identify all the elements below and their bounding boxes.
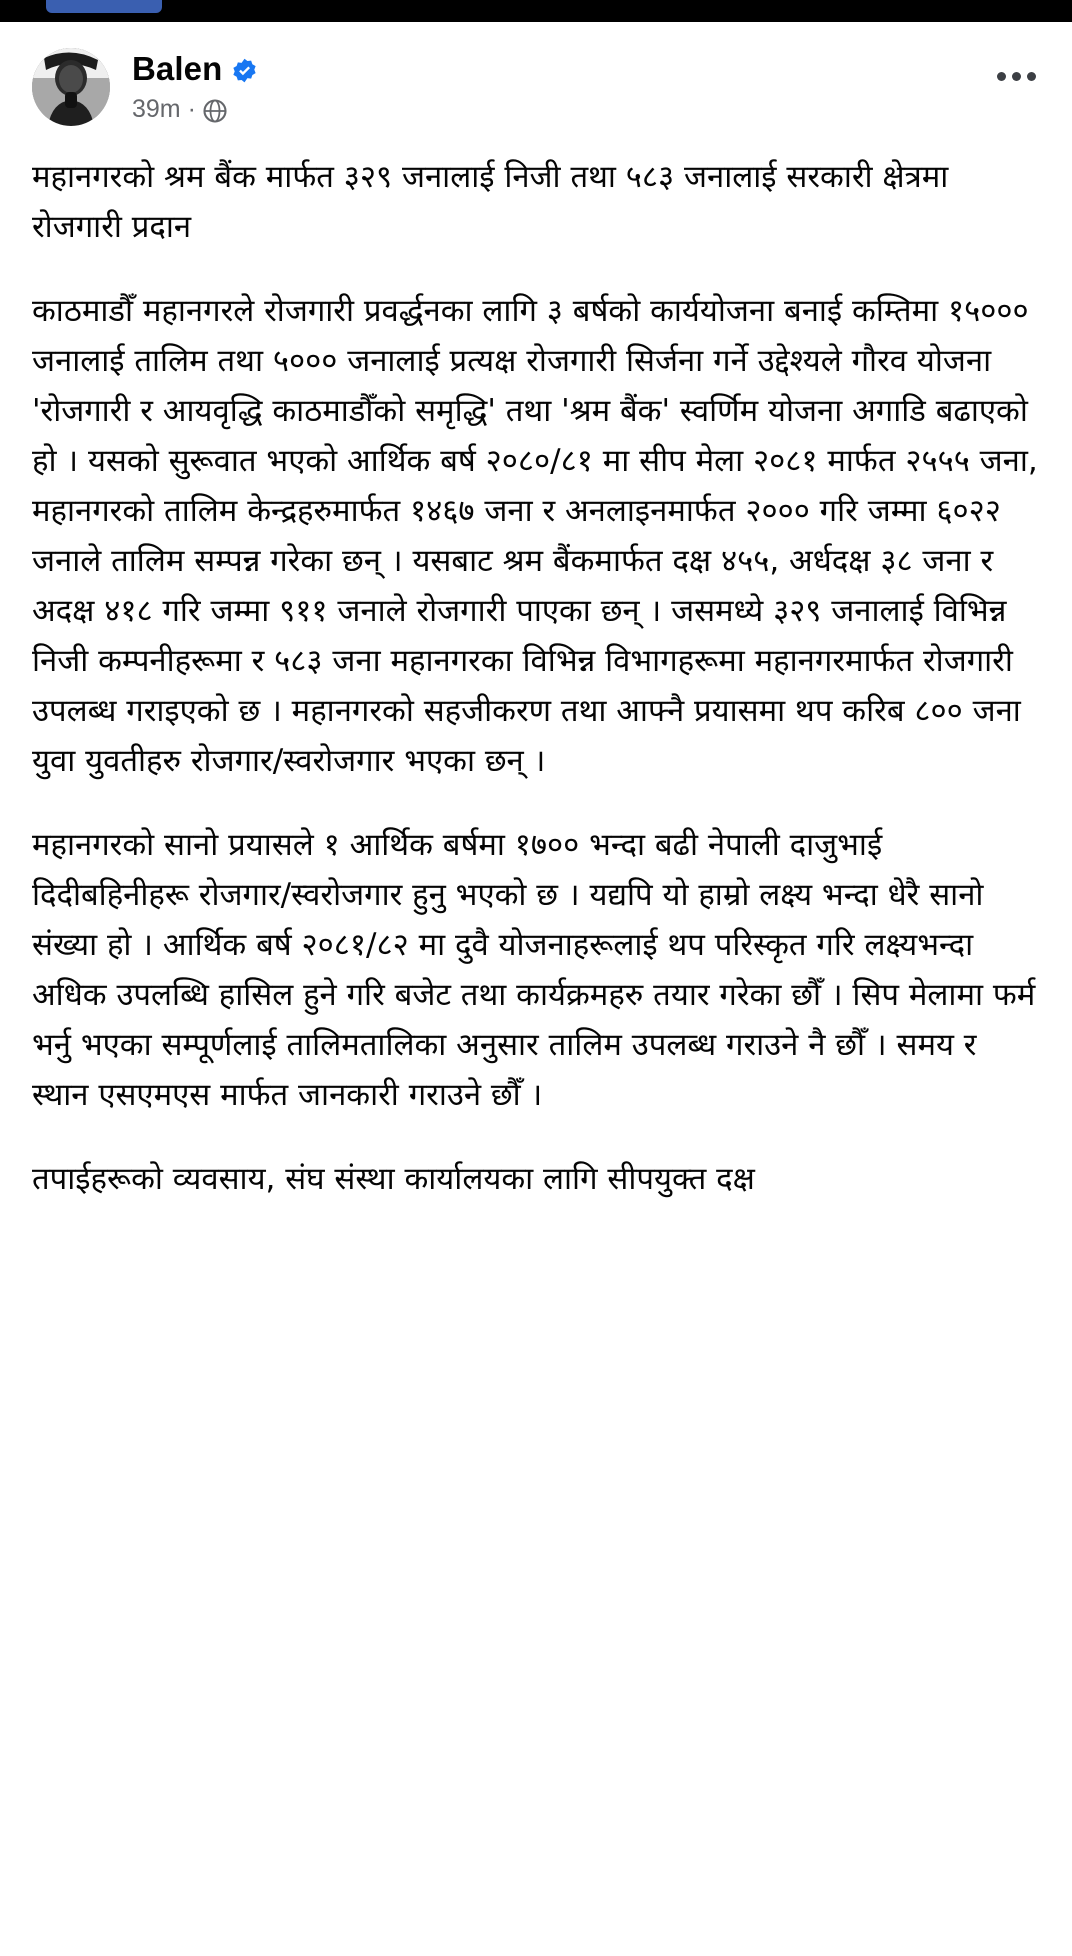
- ellipsis-icon-dot: [1012, 72, 1021, 81]
- post-options-button[interactable]: [988, 56, 1044, 96]
- status-bar: [0, 0, 1072, 22]
- verified-badge-icon: [231, 57, 258, 84]
- post-timestamp[interactable]: 39m: [132, 95, 181, 123]
- post-header: [0, 22, 1072, 126]
- author-block: [132, 48, 988, 124]
- meta-separator: ·: [187, 95, 196, 123]
- ellipsis-icon-dot: [1027, 72, 1036, 81]
- post-paragraph: तपाईहरूको व्यवसाय, संघ संस्था कार्यालयका लागि सीपयुक्त दक्ष: [32, 1161, 755, 1197]
- status-bar-pill: [46, 0, 162, 13]
- author-name[interactable]: Balen: [132, 50, 223, 87]
- author-name-row: [132, 50, 988, 88]
- post-paragraph: महानगरको सानो प्रयासले १ आर्थिक बर्षमा १७०० भन्दा बढी नेपाली दाजुभाई दिदीबहिनीहरू रोजगार/स्वरोजगार हुनु भएको छ । यद्यपि यो हाम्रो लक्ष्य भन्दा धेरै सानो संख्या हो । आर्थिक बर्ष २०८१/८२ मा दुवै योजनाहरूलाई थप परिस्कृत गरि लक्ष्यभन्दा अधिक उपलब्धि हासिल हुने गरि बजेट तथा कार्यक्रमहरु तयार गरेका छौँ । सिप मेलामा फर्म भर्नु भएका सम्पूर्णलाई तालिमतालिका अनुसार तालिम उपलब्ध गराउने नै छौँ । समय र स्थान एसएमएस मार्फत जानकारी गराउने छौँ ।: [32, 827, 1036, 1113]
- post-text: [0, 126, 1072, 1204]
- avatar[interactable]: [32, 48, 110, 126]
- globe-icon[interactable]: [203, 99, 227, 123]
- post-paragraph: महानगरको श्रम बैंक मार्फत ३२९ जनालाई निजी तथा ५८३ जनालाई सरकारी क्षेत्रमा रोजगारी प्रदान: [32, 159, 949, 245]
- post-card: [0, 22, 1072, 1956]
- post-meta-row: [132, 95, 988, 124]
- ellipsis-icon-dot: [997, 72, 1006, 81]
- post-paragraph: काठमाडौँ महानगरले रोजगारी प्रवर्द्धनका लागि ३ बर्षको कार्ययोजना बनाई कम्तिमा १५००० जनालाई तालिम तथा ५००० जनालाई प्रत्यक्ष रोजगारी सिर्जना गर्ने उद्देश्यले गौरव योजना 'रोजगारी र आयवृद्धि काठमाडौँको समृद्धि' तथा 'श्रम बैंक' स्वर्णिम योजना अगाडि बढाएको हो । यसको सुरूवात भएको आर्थिक बर्ष २०८०/८१ मा सीप मेला २०८१ मार्फत २५५५ जना, महानगरको तालिम केन्द्रहरुमार्फत १४६७ जना र अनलाइनमार्फत २००० गरि जम्मा ६०२२ जनाले तालिम सम्पन्न गरेका छन् । यसबाट श्रम बैंकमार्फत दक्ष ४५५, अर्धदक्ष ३८ जना र अदक्ष ४१८ गरि जम्मा ९११ जनाले रोजगारी पाएका छन् । जसमध्ये ३२९ जनालाई विभिन्न निजी कम्पनीहरूमा र ५८३ जना महानगरका विभिन्न विभागहरूमा महानगरमार्फत रोजगारी उपलब्ध गराइएको छ । महानगरको सहजीकरण तथा आफ्नै प्रयासमा थप करिब ८०० जना युवा युवतीहरु रोजगार/स्वरोजगार भएका छन् ।: [32, 293, 1038, 779]
